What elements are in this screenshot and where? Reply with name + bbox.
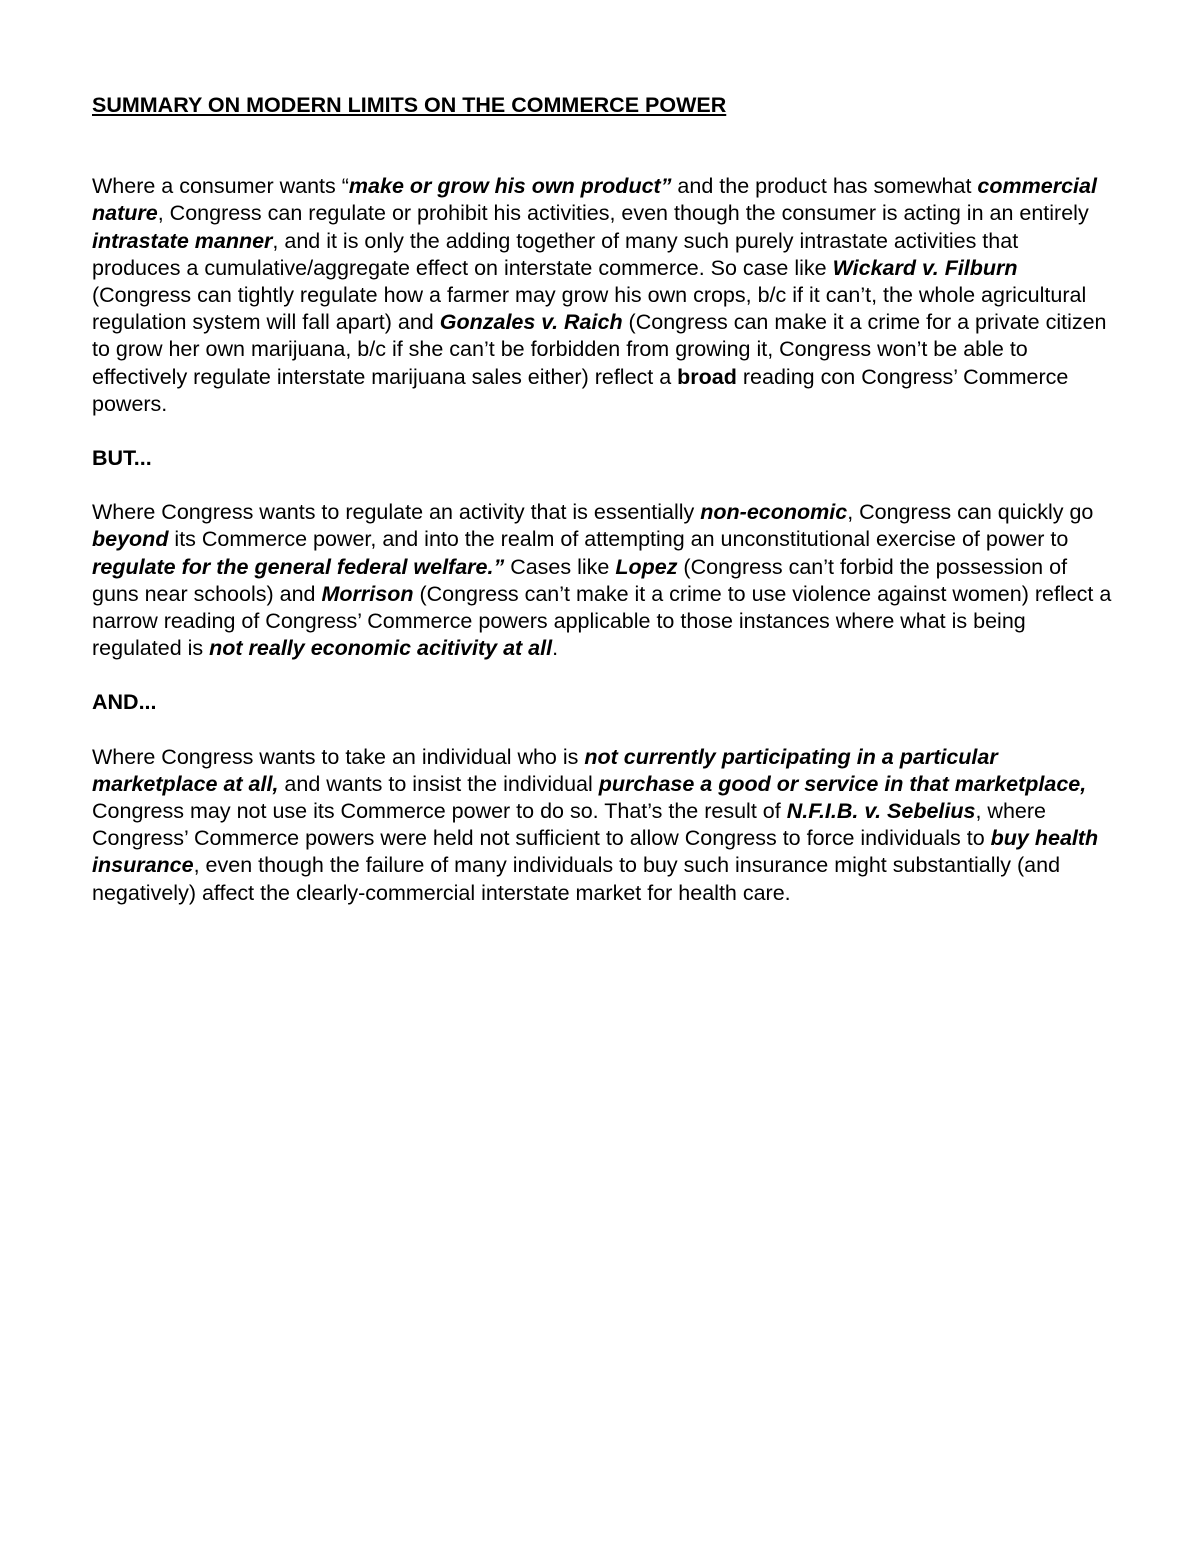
text-run: (Congress can’t forbid the possession of guns near schools) and (92, 554, 1068, 606)
emphasis-run: make or grow his own product” (348, 174, 672, 199)
emphasis-run: commercial nature (92, 174, 1097, 226)
paragraph-broad-reading (92, 173, 1112, 418)
emphasis-run: beyond (92, 527, 169, 552)
emphasis-run: Wickard v. Filburn (832, 255, 1018, 280)
text-run: , where Congress’ Commerce powers were held not sufficient to allow Congress to force individuals to (92, 799, 1046, 851)
text-run: , Congress can regulate or prohibit his activities, even though the consumer is acting in an entirely (157, 201, 1089, 226)
heading-but: BUT... (92, 446, 152, 471)
document-title: SUMMARY ON MODERN LIMITS ON THE COMMERCE POWER (92, 93, 727, 117)
emphasis-run: Lopez (615, 554, 678, 579)
emphasis-run: buy health insurance (92, 826, 1099, 878)
text-run: Cases like (504, 554, 616, 579)
text-run: , Congress can quickly go (847, 500, 1094, 525)
emphasis-run: non-economic (700, 500, 848, 525)
emphasis-run: not really economic acitivity at all (209, 636, 553, 661)
text-run: (Congress can make it a crime for a private citizen to grow her own marijuana, b/c if she can’t be forbidden from growing it, Congress won’t be able to effectively regulate interstate marijuana sales either) reflect a (92, 310, 1107, 389)
paragraph-narrow-reading (92, 499, 1112, 662)
text-run: , and it is only the adding together of many such purely intrastate activities that produces a cumulative/aggregate effect on interstate commerce. So case like (92, 228, 1019, 280)
heading-and: AND... (92, 690, 157, 715)
emphasis-run: Gonzales v. Raich (439, 310, 623, 335)
document-body (92, 92, 1112, 907)
text-run: reading con Congress’ Commerce powers. (92, 364, 1069, 416)
emphasis-run: purchase a good or service in that marketplace, (598, 771, 1087, 796)
text-run: its Commerce power, and into the realm of attempting an unconstitutional exercise of power to (168, 527, 1069, 552)
text-run: Where Congress wants to take an individual who is (92, 744, 585, 769)
text-run: and the product has somewhat (671, 174, 978, 199)
emphasis-run: not currently participating in a particular marketplace at all, (92, 744, 998, 796)
text-run: Where a consumer wants “ (92, 174, 349, 199)
text-run: (Congress can’t make it a crime to use violence against women) reflect a narrow reading of Congress’ Commerce powers applicable to those instances where what is being regulated is (92, 581, 1112, 661)
paragraph-sebelius (92, 744, 1112, 907)
text-run: Congress may not use its Commerce power to do so. That’s the result of (92, 799, 787, 824)
emphasis-run: regulate for the general federal welfare.” (92, 554, 505, 579)
text-run: and wants to insist the individual (278, 771, 599, 796)
text-run: (Congress can tightly regulate how a farmer may grow his own crops, b/c if it can’t, the whole agricultural regulation system will fall apart) and (92, 283, 1087, 335)
text-run: , even though the failure of many individuals to buy such insurance might substantially (and negatively) affect the clearly-commercial interstate market for health care. (92, 853, 1061, 905)
emphasis-run: Morrison (321, 581, 414, 606)
emphasis-run: broad (677, 364, 737, 389)
text-run: . (552, 636, 559, 661)
emphasis-run: N.F.I.B. v. Sebelius (786, 799, 976, 824)
text-run: Where Congress wants to regulate an activity that is essentially (92, 500, 701, 525)
emphasis-run: intrastate manner (92, 228, 273, 253)
